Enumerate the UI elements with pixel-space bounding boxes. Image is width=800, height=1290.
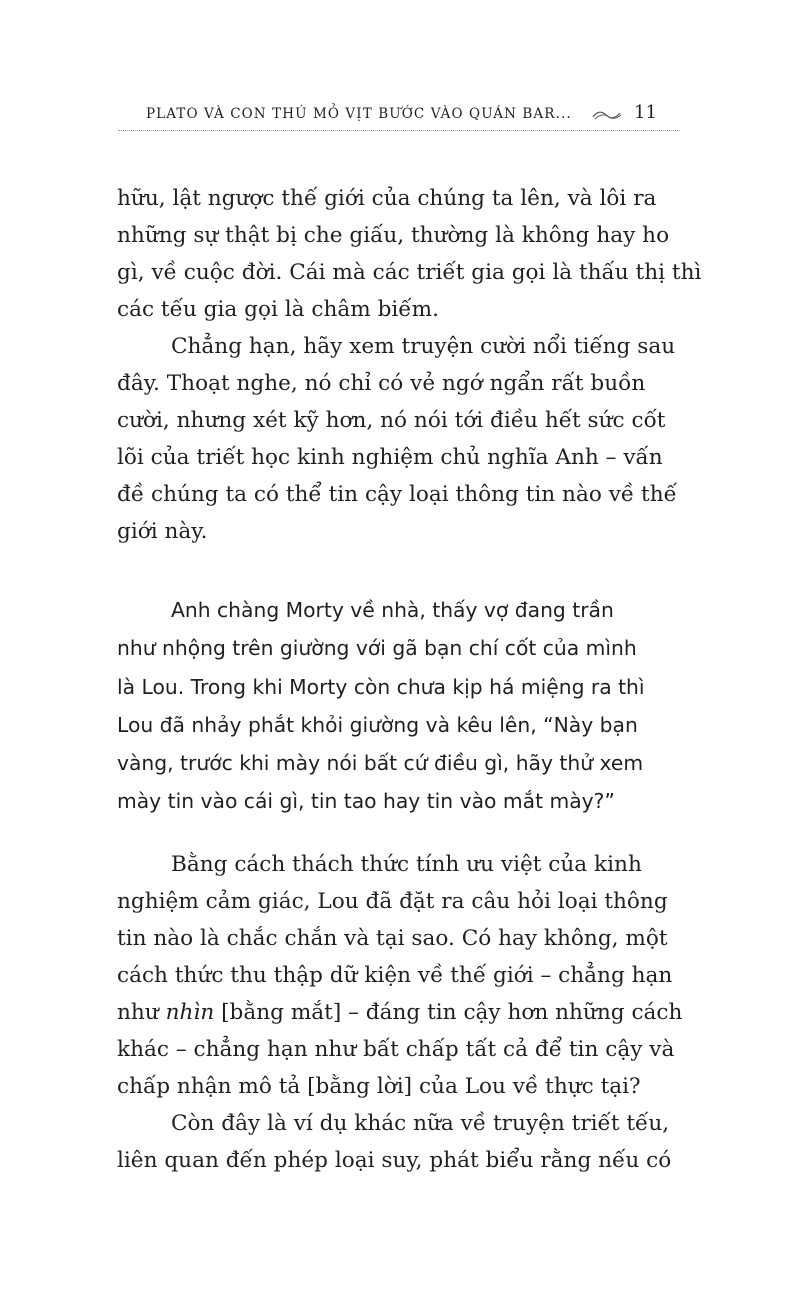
page-number: 11 <box>634 102 657 123</box>
text-line: Bằng cách thách thức tính ưu việt của kinh <box>171 852 642 877</box>
text-line: Anh chàng Morty về nhà, thấy vợ đang trần <box>171 598 614 622</box>
text-line: cười, nhưng xét kỹ hơn, nó nói tới điều hết sức cốt <box>117 408 666 433</box>
flourish-ornament-icon <box>591 109 623 121</box>
text-line: vàng, trước khi mày nói bất cứ điều gì, hãy thử xem <box>117 751 644 776</box>
running-head: PLATO VÀ CON THÚ MỎ VỊT BƯỚC VÀO QUÁN BAR... <box>146 106 572 122</box>
text-line: hữu, lật ngược thế giới của chúng ta lên, và lôi ra <box>117 186 657 211</box>
text-line: Lou đã nhảy phắt khỏi giường và kêu lên, “Này bạn <box>117 712 638 737</box>
paragraph-1 <box>117 180 702 328</box>
text-line: Còn đây là ví dụ khác nữa về truyện triết tếu, <box>171 1111 670 1136</box>
joke-quote <box>117 591 697 821</box>
paragraph-4 <box>117 1105 697 1179</box>
text-line: các tếu gia gọi là châm biếm. <box>117 297 439 322</box>
text-line: nghiệm cảm giác, Lou đã đặt ra câu hỏi loại thông <box>117 889 668 914</box>
header-divider <box>118 130 680 131</box>
text-line: liên quan đến phép loại suy, phát biểu rằng nếu có <box>117 1148 672 1173</box>
text-line: là Lou. Trong khi Morty còn chưa kịp há miệng ra thì <box>117 674 645 699</box>
text-line: tin nào là chắc chắn và tại sao. Có hay không, một <box>117 926 668 951</box>
paragraph-2 <box>117 328 697 550</box>
page-header <box>118 104 680 132</box>
text-line: những sự thật bị che giấu, thường là không hay ho <box>117 223 670 248</box>
text-line: chấp nhận mô tả [bằng lời] của Lou về thực tại? <box>117 1074 641 1099</box>
text-line: lõi của triết học kinh nghiệm chủ nghĩa Anh – vấn <box>117 445 663 470</box>
text-line: giới này. <box>117 519 208 544</box>
text-line: khác – chẳng hạn như bất chấp tất cả để tin cậy và <box>117 1037 675 1062</box>
text-line: đây. Thoạt nghe, nó chỉ có vẻ ngớ ngẩn rất buồn <box>117 371 646 396</box>
text-fragment: như <box>117 1000 166 1025</box>
text-line: gì, về cuộc đời. Cái mà các triết gia gọi là thấu thị thì <box>117 260 702 285</box>
text-line-with-emphasis <box>117 994 697 1031</box>
text-line: Chẳng hạn, hãy xem truyện cười nổi tiếng sau <box>171 334 676 359</box>
text-line: như nhộng trên giường với gã bạn chí cốt của mình <box>117 636 637 661</box>
text-fragment: [bằng mắt] – đáng tin cậy hơn những cách <box>214 1000 683 1025</box>
text-line: cách thức thu thập dữ kiện về thế giới – chẳng hạn <box>117 963 673 988</box>
emphasis-word: nhìn <box>165 1000 215 1025</box>
text-line: mày tin vào cái gì, tin tao hay tin vào mắt mày?” <box>117 789 615 814</box>
paragraph-3 <box>117 846 697 1105</box>
text-line: đề chúng ta có thể tin cậy loại thông tin nào về thế <box>117 482 677 507</box>
